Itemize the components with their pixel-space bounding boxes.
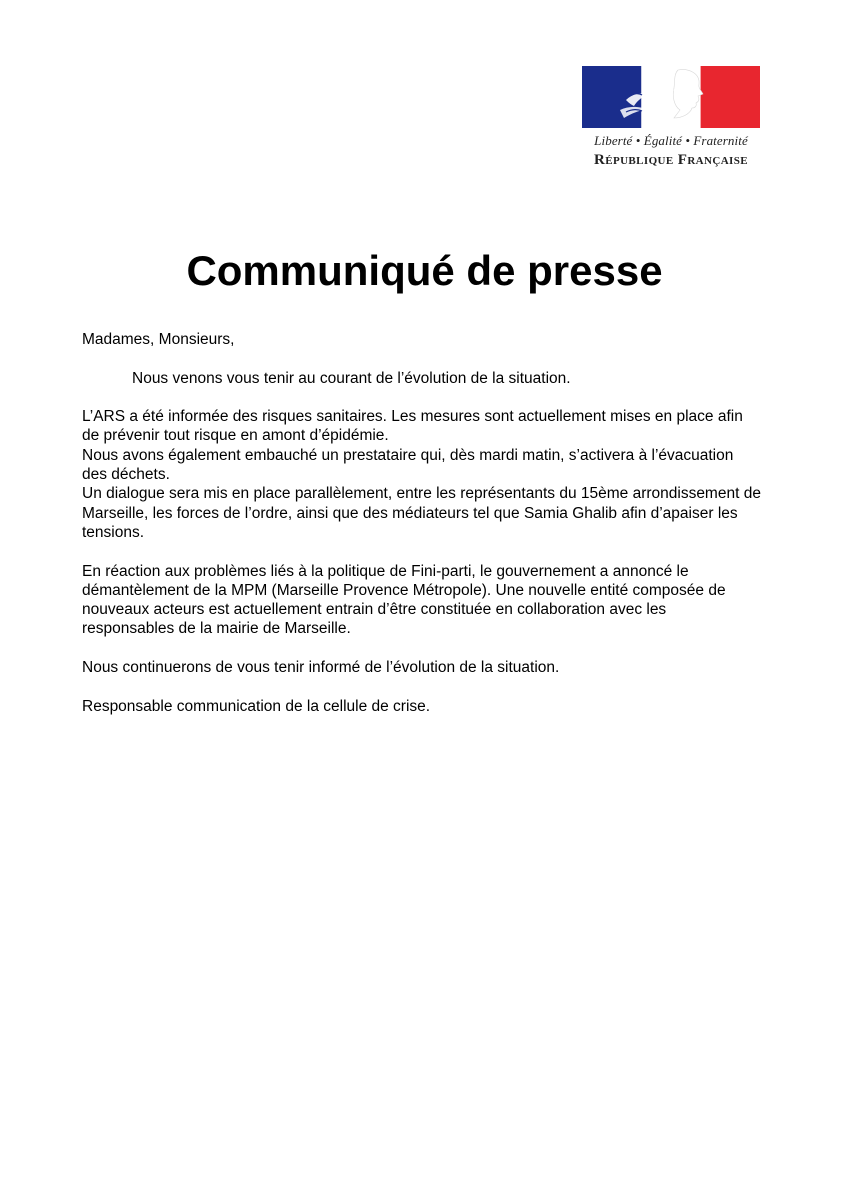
text-line: de prévenir tout risque en amont d’épidémie. <box>82 427 389 445</box>
text-line: En réaction aux problèmes liés à la politique de Fini-parti, le gouvernement a annoncé le <box>82 562 689 580</box>
text-line: responsables de la mairie de Marseille. <box>82 620 351 638</box>
marianne-flag-icon <box>582 66 760 128</box>
greeting: Madames, Monsieurs, <box>82 331 235 348</box>
press-release-body <box>82 330 782 716</box>
text-line: Marseille, les forces de l’ordre, ainsi que des médiateurs tel que Samia Ghalib afin d’apaiser les <box>82 504 738 522</box>
closing-paragraph: Nous continuerons de vous tenir informé de l’évolution de la situation. <box>82 659 560 677</box>
text-line: nouveaux acteurs est actuellement entrain d’être constituée en collaboration avec les <box>82 601 667 619</box>
page-title: Communiqué de presse <box>186 247 663 294</box>
intro-paragraph: Nous venons vous tenir au courant de l’évolution de la situation. <box>132 369 571 387</box>
text-line: des déchets. <box>82 466 170 484</box>
text-line: démantèlement de la MPM (Marseille Provence Métropole). Une nouvelle entité composée de <box>82 581 726 599</box>
paragraph-ars <box>82 407 782 542</box>
text-line: tensions. <box>82 523 145 541</box>
logo-republique-francaise: République Française <box>594 152 748 168</box>
paragraph-mpm <box>82 562 782 639</box>
republique-francaise-logo <box>580 66 762 176</box>
signature: Responsable communication de la cellule de crise. <box>82 697 431 715</box>
text-line: L’ARS a été informée des risques sanitaires. Les mesures sont actuellement mises en place afin <box>82 408 743 426</box>
logo-motto: Liberté • Égalité • Fraternité <box>594 133 748 148</box>
text-line: Un dialogue sera mis en place parallèlement, entre les représentants du 15ème arrondissement de <box>82 485 761 503</box>
text-line: Nous avons également embauché un prestataire qui, dès mardi matin, s’activera à l’évacuation <box>82 446 734 464</box>
